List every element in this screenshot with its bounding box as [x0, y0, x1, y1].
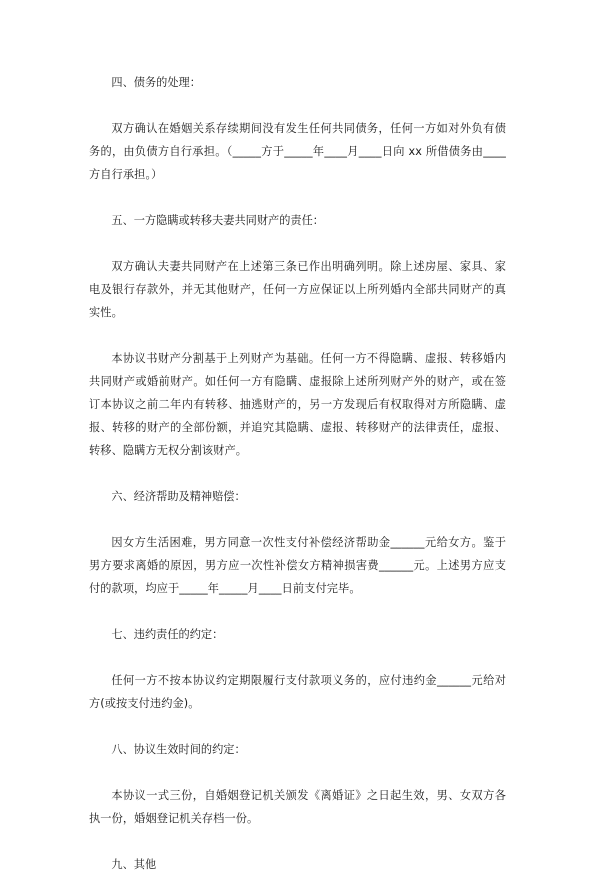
- section-heading-debt: 四、债务的处理：: [111, 76, 201, 89]
- paragraph-debt: 双方确认在婚姻关系存续期间没有发生任何共同债务，任何一方如对外负有债务的，由负债方自行承担。（_____方于_____年____月____日向 xx 所借债务由____方自行承担。）: [89, 122, 506, 181]
- paragraph-concealment-2: 本协议书财产分割基于上列财产为基础。任何一方不得隐瞒、虚报、转移婚内共同财产或婚前财产。如任何一方有隐瞒、虚报除上述所列财产外的财产，或在签订本协议之前二年内有转移、抽逃财产的，另一方发现后有权取得对方所隐瞒、虚报、转移的财产的全部份额，并追究其隐瞒、虚报、转移财产的法律责任，虚报、转移、隐瞒方无权分割该财产。: [89, 352, 506, 457]
- section-heading-liability: 七、违约责任的约定：: [111, 628, 224, 641]
- paragraph-compensation: 因女方生活困难，男方同意一次性支付补偿经济帮助金______元给女方。鉴于男方要求离婚的原因，男方应一次性补偿女方精神损害费______元。上述男方应支付的款项，均应于_____年_____月____日前支付完毕。: [89, 536, 506, 595]
- paragraph-effective-time: 本协议一式三份，自婚姻登记机关颁发《离婚证》之日起生效，男、女双方各执一份，婚姻登记机关存档一份。: [89, 789, 506, 825]
- paragraph-concealment-1: 双方确认夫妻共同财产在上述第三条已作出明确列明。除上述房屋、家具、家电及银行存款外，并无其他财产，任何一方应保证以上所列婚内全部共同财产的真实性。: [89, 260, 506, 319]
- section-heading-other: 九、其他: [111, 858, 157, 871]
- section-heading-compensation: 六、经济帮助及精神赔偿：: [111, 490, 246, 503]
- section-heading-effective-time: 八、协议生效时间的约定：: [111, 743, 246, 756]
- section-heading-concealment: 五、一方隐瞒或转移夫妻共同财产的责任：: [111, 214, 324, 227]
- paragraph-liability: 任何一方不按本协议约定期限履行支付款项义务的，应付违约金______元给对方(或按支付违约金)。: [89, 674, 506, 710]
